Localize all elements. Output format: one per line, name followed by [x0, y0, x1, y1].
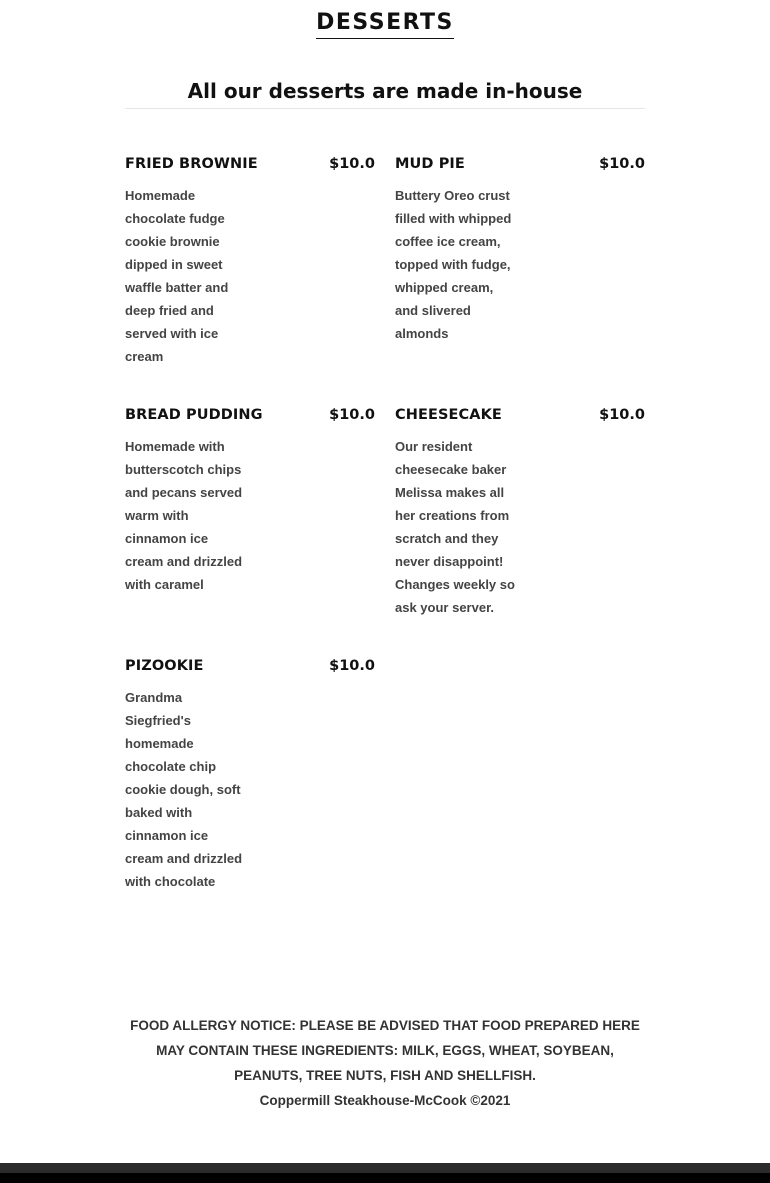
menu-item-name: CHEESECAKE	[395, 407, 502, 423]
footer-bar-inner	[0, 1173, 770, 1183]
dessert-menu	[125, 156, 645, 932]
menu-item-header	[125, 407, 375, 427]
menu-item-description: Homemade with butterscotch chips and pecans served warm with cinnamon ice cream and drizzled with caramel	[125, 439, 243, 592]
menu-item	[395, 407, 645, 619]
menu-item-price: $10.0	[329, 658, 375, 674]
menu-item-price: $10.0	[599, 156, 645, 172]
menu-item-name: FRIED BROWNIE	[125, 156, 258, 172]
menu-item	[125, 407, 375, 619]
footer-bar	[0, 1163, 770, 1183]
page-title-wrap	[0, 0, 770, 39]
page-subtitle: All our desserts are made in-house	[125, 78, 645, 109]
page-title: DESSERTS	[316, 9, 454, 39]
menu-item-name: PIZOOKIE	[125, 658, 204, 674]
copyright-text: Coppermill Steakhouse-McCook ©2021	[259, 1093, 511, 1108]
menu-item	[395, 156, 645, 368]
menu-item-price: $10.0	[599, 407, 645, 423]
menu-item-price: $10.0	[329, 407, 375, 423]
menu-item-name: BREAD PUDDING	[125, 407, 263, 423]
menu-item-header	[125, 658, 375, 678]
menu-item-header	[395, 156, 645, 176]
menu-item	[125, 658, 375, 893]
menu-item-description: Grandma Siegfried's homemade chocolate chip cookie dough, soft baked with cinnamon ice cream and drizzled with chocolate	[125, 690, 243, 889]
menu-item	[125, 156, 375, 368]
menu-item-price: $10.0	[329, 156, 375, 172]
menu-item-name: MUD PIE	[395, 156, 465, 172]
menu-item-description: Buttery Oreo crust filled with whipped coffee ice cream, topped with fudge, whipped cream, and slivered almonds	[395, 188, 512, 341]
menu-item-header	[125, 156, 375, 176]
menu-item-header	[395, 407, 645, 427]
menu-item-description: Our resident cheesecake baker Melissa makes all her creations from scratch and they never disappoint! Changes weekly so ask your server.	[395, 439, 515, 615]
allergy-notice: FOOD ALLERGY NOTICE: PLEASE BE ADVISED THAT FOOD PREPARED HERE MAY CONTAIN THESE INGREDIENTS: MILK, EGGS, WHEAT, SOYBEAN, PEANUTS, TREE NUTS, FISH AND SHELLFISH.	[130, 1018, 640, 1083]
menu-item-description: Homemade chocolate fudge cookie brownie dipped in sweet waffle batter and deep fried and served with ice cream	[125, 188, 229, 364]
